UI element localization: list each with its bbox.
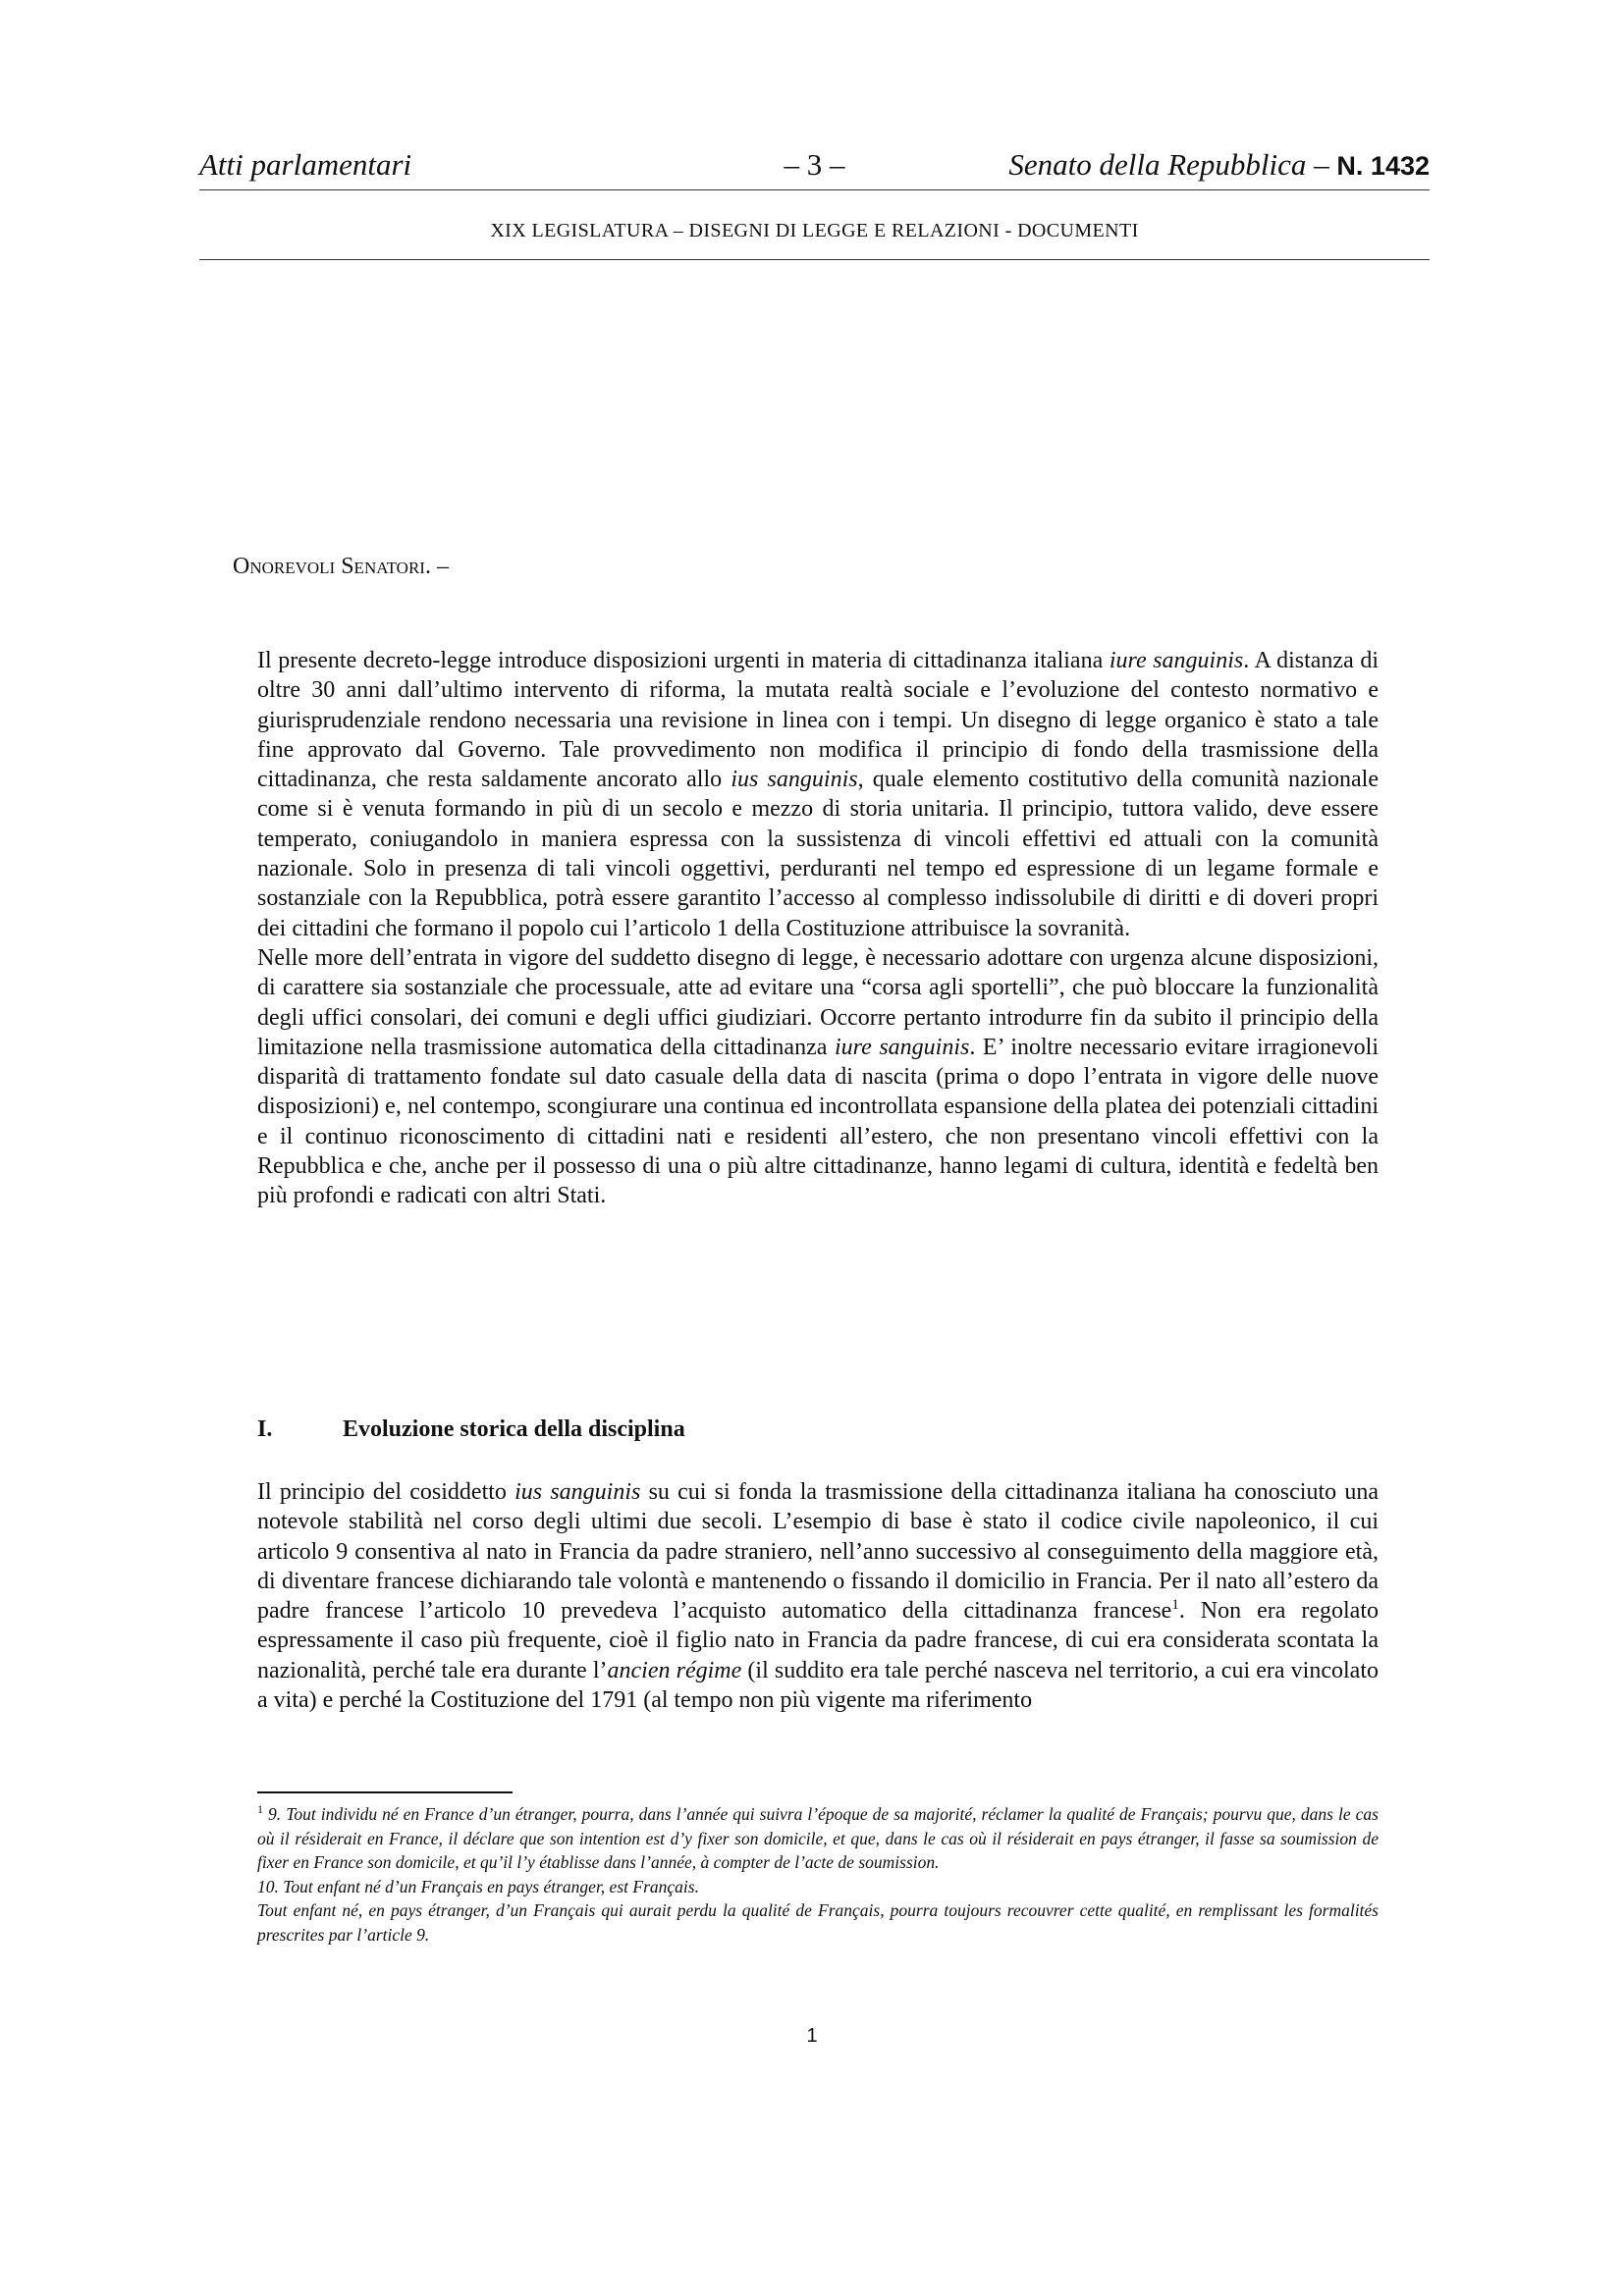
salutation-text: Onorevoli Senatori.: [233, 554, 431, 579]
text-run: su cui si fonda la trasmissione della cittadinanza italiana ha conosciuto una notevole stabilità nel corso degli ultimi due secoli. L’esempio di base è stato il codice civile napoleonico, il cui articolo 9 consentiva al nato in Francia da padre straniero, nell’anno successivo al conseguimento della maggiore età, di diventare francese dichiarando tale volontà e mantenendo o fissando il domicilio in Francia. Per il nato all’estero da padre francese l’articolo 10 prevedeva l’acquisto automatico della cittadinanza francese: [257, 1479, 1379, 1625]
italic-term: iure sanguinis: [834, 1034, 970, 1060]
footnote-line: Tout enfant né, en pays étranger, d’un Français qui aurait perdu la qualité de Français, pourra toujours recouvrer cette qualité, en remplissant les formalités prescrites par l’article 9.: [257, 1900, 1379, 1945]
italic-term: ancien régime: [607, 1657, 742, 1683]
intro-paragraph-2: [257, 943, 1379, 1211]
text-run: Il presente decreto-legge introduce disposizioni urgenti in materia di cittadinanza italiana: [257, 648, 1110, 673]
header-rule-bottom: [199, 259, 1430, 260]
footnote-separator: [257, 1791, 513, 1793]
header-chamber: [1008, 147, 1430, 183]
running-header: [199, 147, 1430, 190]
header-publication: Atti parlamentari: [199, 147, 412, 182]
header-legislature: XIX LEGISLATURA – DISEGNI DI LEGGE E RELAZIONI - DOCUMENTI: [490, 220, 1139, 241]
italic-term: ius sanguinis: [731, 767, 858, 793]
italic-term: ius sanguinis: [514, 1479, 641, 1505]
footnote-mark: 1: [257, 1802, 263, 1817]
header-rule-top: [199, 189, 1430, 190]
text-run: (il suddito era tale perché nasceva nel territorio, a cui era vincolato a vita) e perché la Costituzione del 1791 (al tempo non più vigente ma riferimento: [257, 1657, 1379, 1714]
page-number: 1: [806, 2025, 818, 2047]
section-heading: [257, 1416, 685, 1443]
footnote: [257, 1802, 1379, 1948]
section-paragraph: [257, 1477, 1379, 1715]
section-number: I.: [257, 1416, 273, 1442]
section-text: [257, 1477, 1379, 1715]
header-chamber-name: Senato della Repubblica –: [1008, 147, 1329, 182]
text-run: Il principio del cosiddetto: [257, 1479, 515, 1505]
text-run: , quale elemento costitutivo della comunità nazionale come si è venuta formando in più di un secolo e mezzo di storia unitaria. Il principio, tuttora valido, deve essere temperato, coniugandolo in maniera espressa con la sussistenza di vincoli effettivi ed attuali con la comunità nazionale. Solo in presenza di tali vincoli oggettivi, perduranti nel tempo ed espressione di un legame formale e sostanziale con la Repubblica, potrà essere garantito l’accesso al complesso indissolubile di diritti e di doveri propri dei cittadini che formano il popolo cui l’articolo 1 della Costituzione attribuisce la sovranità.: [257, 767, 1379, 941]
header-page-marker: – 3 –: [784, 147, 845, 182]
footnote-reference: 1: [1171, 1597, 1179, 1614]
text-run: . Non era regolato espressamente il caso più frequente, cioè il figlio nato in Francia da padre francese, di cui era considerata scontata la nazionalità, perché tale era durante l’: [257, 1598, 1379, 1683]
intro-paragraph-1: [257, 646, 1379, 943]
footnote-line: 10. Tout enfant né d’un Français en pays étranger, est Français.: [257, 1876, 699, 1896]
header-bill-number: N. 1432: [1336, 151, 1430, 181]
section-title: Evoluzione storica della disciplina: [343, 1416, 685, 1442]
intro-text: [257, 646, 1379, 1211]
text-run: . E’ inoltre necessario evitare irragionevoli disparità di trattamento fondate sul dato casuale della data di nascita (prima o dopo l’entrata in vigore delle nuove disposizioni) e, nel contempo, scongiurare una continua ed incontrollata espansione della platea dei potenziali cittadini e il continuo riconoscimento di cittadini nati e residenti all’estero, che non presentano vincoli effettivi con la Repubblica e che, anche per il possesso di una o più altre cittadinanze, hanno legami di cultura, identità e fedeltà ben più profondi e radicati con altri Stati.: [257, 1034, 1379, 1209]
salutation: [233, 554, 449, 580]
text-run: Nelle more dell’entrata in vigore del suddetto disegno di legge, è necessario adottare con urgenza alcune disposizioni, di carattere sia sostanziale che processuale, atte ad evitare una “corsa agli sportelli”, che può bloccare la funzionalità degli uffici consolari, dei comuni e degli uffici giudiziari. Occorre pertanto introdurre fin da subito il principio della limitazione nella trasmissione automatica della cittadinanza: [257, 944, 1379, 1060]
footnote-text: 9. Tout individu né en France d’un étranger, pourra, dans l’année qui suivra l’époque de sa majorité, réclamer la qualité de Français; pourvu que, dans le cas où il résiderait en France, il déclare que son intention est d’y fixer son domicile, et que, dans le cas où il résiderait en pays étranger, il fasse sa soumission de fixer en France son domicile, et qu’il l’y établisse dans l’année, à compter de l’acte de soumission.: [257, 1804, 1379, 1873]
footnote-line: [257, 1802, 1379, 1875]
italic-term: iure sanguinis: [1109, 648, 1244, 673]
text-run: . A distanza di oltre 30 anni dall’ultimo intervento di riforma, la mutata realtà sociale e l’evoluzione del contesto normativo e giurisprudenziale rendono necessaria una revisione in linea con i tempi. Un disegno di legge organico è stato a tale fine approvato dal Governo. Tale provvedimento non modifica il principio di fondo della trasmissione della cittadinanza, che resta saldamente ancorato allo: [257, 648, 1380, 793]
salutation-dash: –: [430, 554, 449, 579]
